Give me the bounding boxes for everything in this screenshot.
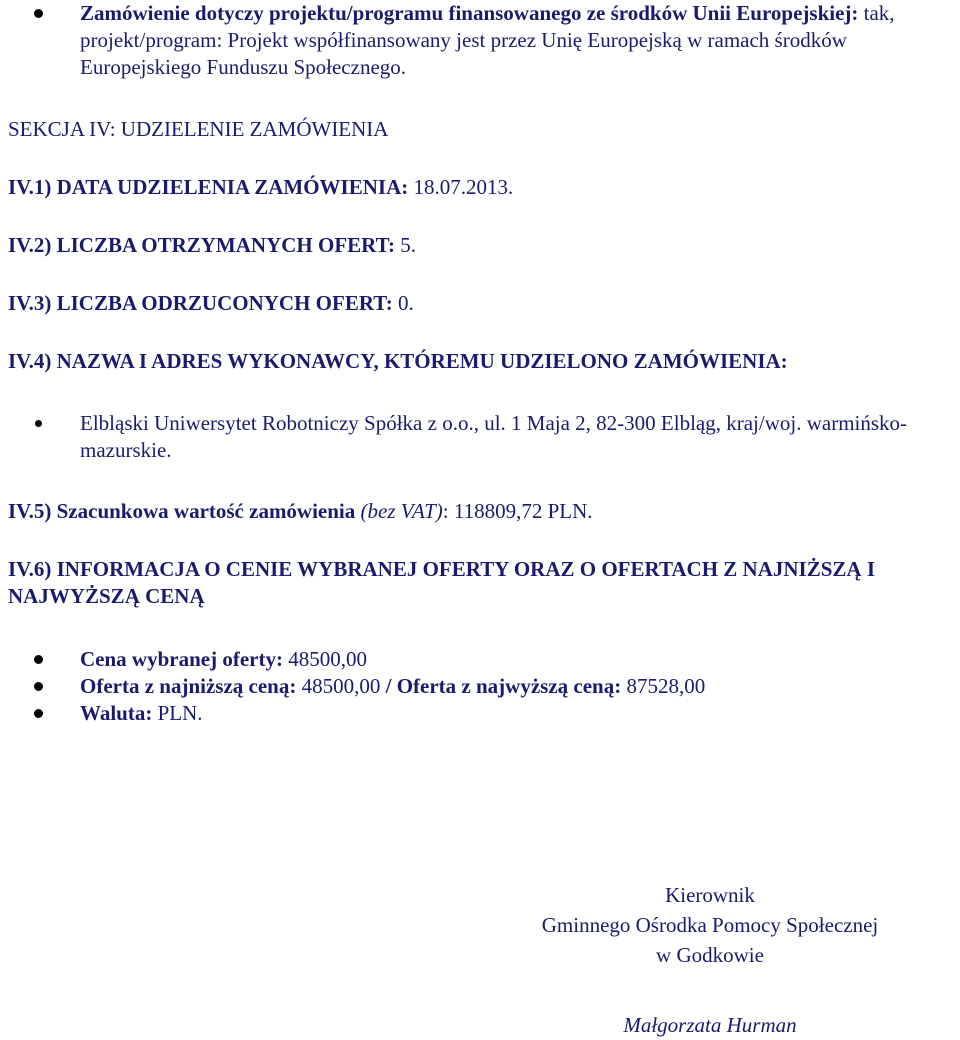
iv3-label: IV.3) LICZBA ODRZUCONYCH OFERT: [8, 291, 393, 315]
iv2-value: 5. [400, 233, 417, 257]
iv3-row [8, 290, 950, 317]
iv4-label: IV.4) NAZWA I ADRES WYKONAWCY, KTÓREMU UDZIELONO ZAMÓWIENIA: [8, 349, 788, 373]
bullet-icon [34, 682, 43, 691]
lowest-price-value: 48500,00 [301, 674, 381, 698]
list-item [8, 700, 950, 727]
eu-funding-label: Zamówienie dotyczy projektu/programu finansowanego ze środków Unii Europejskiej: [80, 1, 859, 25]
iv6-row [8, 556, 950, 610]
list-item [8, 0, 950, 81]
signature-name: Małgorzata Hurman [623, 1013, 797, 1037]
iv1-value: 18.07.2013. [413, 175, 514, 199]
iv1-label: IV.1) DATA UDZIELENIA ZAMÓWIENIA: [8, 175, 409, 199]
currency-label: Waluta: [80, 701, 153, 725]
iv2-row [8, 232, 950, 259]
signature-place: w Godkowie [656, 943, 764, 967]
iv6-label: IV.6) INFORMACJA O CENIE WYBRANEJ OFERTY ORAZ O OFERTACH Z NAJNIŻSZĄ I NAJWYŻSZĄ CENĄ [8, 557, 876, 608]
signature-org: Gminnego Ośrodka Pomocy Społecznej [541, 913, 879, 937]
currency-value: PLN. [157, 701, 203, 725]
iv5-qualifier: (bez VAT) [360, 499, 443, 523]
iv1-row [8, 174, 950, 201]
signature-block [500, 880, 920, 1040]
iv2-label: IV.2) LICZBA OTRZYMANYCH OFERT: [8, 233, 396, 257]
list-item [8, 410, 942, 464]
iv5-label: IV.5) Szacunkowa wartość zamówienia [8, 499, 356, 523]
selected-price-value: 48500,00 [288, 647, 367, 671]
section-heading: SEKCJA IV: UDZIELENIE ZAMÓWIENIA [8, 117, 389, 141]
bullet-icon [34, 655, 43, 664]
list-item [8, 673, 950, 700]
bullet-icon [34, 9, 43, 18]
highest-price-value: 87528,00 [626, 674, 706, 698]
highest-price-label: Oferta z najwyższą ceną: [396, 674, 622, 698]
eu-funding-block [8, 0, 950, 81]
list-item [8, 646, 950, 673]
iv3-value: 0. [397, 291, 414, 315]
signature-title: Kierownik [665, 883, 755, 907]
iv4-row [8, 348, 950, 375]
price-list [8, 646, 950, 727]
eu-funding-value: tak, projekt/program: Projekt współfinansowany jest przez Unię Europejską w ramach środków Europejskiego Funduszu Społecznego. [80, 1, 895, 79]
contractor-value: Elbląski Uniwersytet Robotniczy Spółka z o.o., ul. 1 Maja 2, 82-300 Elbląg, kraj/woj. warmińsko-mazurskie. [80, 411, 908, 462]
contractor-block [8, 410, 942, 464]
selected-price-label: Cena wybranej oferty: [80, 647, 283, 671]
iv5-value: : 118809,72 PLN. [442, 499, 593, 523]
lowest-price-label: Oferta z najniższą ceną: [80, 674, 297, 698]
price-separator: / [385, 674, 392, 698]
bullet-icon [34, 709, 43, 718]
bullet-icon [35, 420, 42, 427]
iv5-row [8, 498, 950, 525]
